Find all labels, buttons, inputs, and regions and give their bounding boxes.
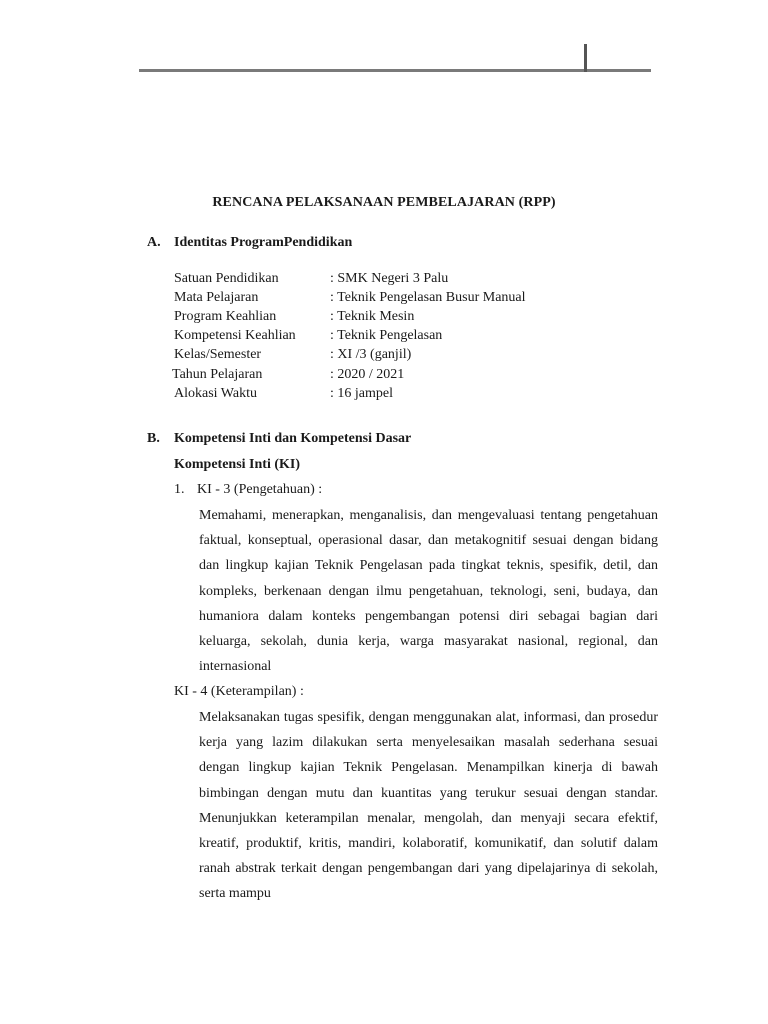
identity-value: : Teknik Pengelasan Busur Manual [330, 290, 526, 305]
identity-label: Alokasi Waktu [174, 386, 257, 401]
header-tick-mark [584, 44, 587, 72]
section-a-title: Identitas ProgramPendidikan [174, 235, 353, 250]
identity-label: Kompetensi Keahlian [174, 328, 296, 343]
section-b-marker: B. [147, 431, 160, 446]
identity-label: Kelas/Semester [174, 347, 262, 362]
ki4-heading: KI - 4 (Keterampilan) : [174, 684, 304, 699]
ki4-paragraph: Melaksanakan tugas spesifik, dengan menggunakan alat, informasi, dan prosedur kerja yang lazim dilakukan serta menyelesaikan masalah sederhana sesuai dengan lingkup kajian Teknik Pengelasan. Menampilkan kinerja di bawah bimbingan dengan mutu dan kuantitas yang terukur sesuai dengan standar. Menunjukkan keterampilan menalar, mengolah, dan menyaji secara efektif, kreatif, produktif, kritis, mandiri, kolaboratif, komunikatif, dan solutif dalam ranah abstrak terkait dengan pengembangan dari yang dipelajarinya di sekolah, serta mampu [199, 710, 658, 902]
identity-label: Tahun Pelajaran [172, 367, 263, 382]
identity-label: Mata Pelajaran [174, 290, 259, 305]
ki3-number: 1. [174, 482, 185, 497]
ki3-paragraph: Memahami, menerapkan, menganalisis, dan mengevaluasi tentang pengetahuan faktual, konseptual, operasional dasar, dan metakognitif sesuai dengan bidang dan lingkup kajian Teknik Pengelasan pada tingkat teknis, spesifik, detil, dan kompleks, berkenaan dengan ilmu pengetahuan, teknologi, seni, budaya, dan humaniora dalam konteks pengembangan potensi diri sebagai bagian dari keluarga, sekolah, dunia kerja, warga masyarakat nasional, regional, dan internasional [199, 508, 658, 675]
header-rule [139, 69, 651, 72]
ki3-title: KI - 3 (Pengetahuan) : [197, 482, 323, 497]
identity-label: Program Keahlian [174, 309, 277, 324]
section-b-heading [147, 431, 411, 447]
ki3-heading [174, 482, 322, 498]
identity-value: : 16 jampel [330, 386, 393, 401]
ki-subheading: Kompetensi Inti (KI) [174, 457, 300, 472]
document-title: RENCANA PELAKSANAAN PEMBELAJARAN (RPP) [212, 195, 556, 210]
identity-value: : 2020 / 2021 [330, 367, 405, 382]
section-b-title: Kompetensi Inti dan Kompetensi Dasar [174, 431, 412, 446]
section-a-marker: A. [147, 235, 161, 250]
identity-value: : SMK Negeri 3 Palu [330, 271, 449, 286]
section-a-heading [147, 235, 352, 251]
identity-value: : Teknik Pengelasan [330, 328, 443, 343]
identity-label: Satuan Pendidikan [174, 271, 279, 286]
identity-value: : Teknik Mesin [330, 309, 415, 324]
identity-value: : XI /3 (ganjil) [330, 347, 412, 362]
